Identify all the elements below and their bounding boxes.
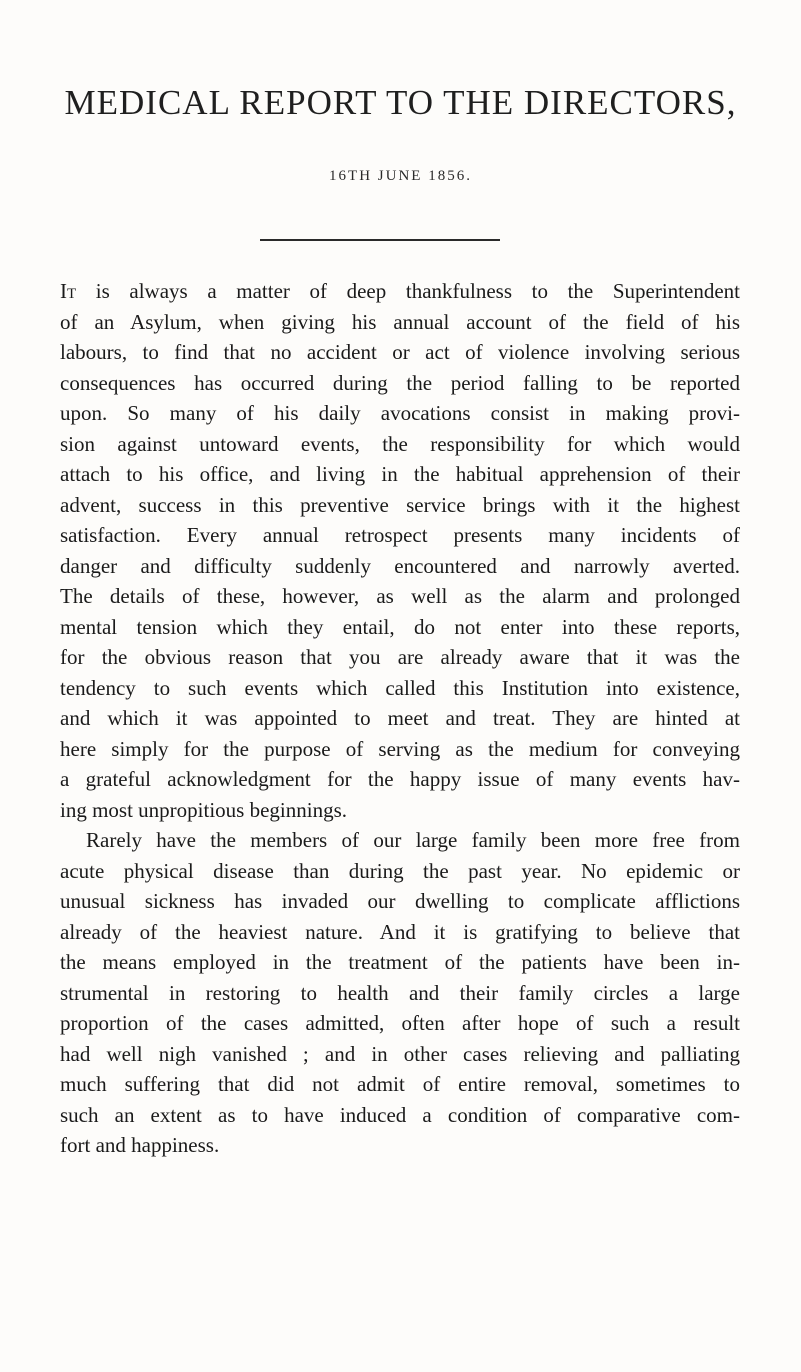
paragraph-2-line: the means employed in the treatment of the patients have been in- — [60, 950, 740, 974]
opening-word: It — [60, 279, 77, 303]
report-date: 16TH JUNE 1856. — [329, 168, 472, 184]
paragraph-2-line: had well nigh vanished ; and in other cases relieving and palliating — [60, 1041, 740, 1066]
paragraph-1-line: attach to his office, and living in the habitual apprehension of their — [60, 462, 740, 486]
paragraph-1-line: tendency to such events which called this Institution into existence, — [60, 675, 740, 700]
paragraph-1-line: and which it was appointed to meet and treat. They are hinted at — [60, 706, 740, 730]
paragraph-2-line: fort and happiness. — [60, 1133, 220, 1157]
paragraph-1-line: a grateful acknowledgment for the happy issue of many events hav- — [60, 767, 740, 791]
paragraph-2-line: strumental in restoring to health and their family circles a large — [60, 980, 740, 1005]
report-body — [60, 276, 740, 1161]
paragraph-2-line: such an extent as to have induced a condition of comparative com- — [60, 1102, 740, 1127]
paragraph-1-line: upon. So many of his daily avocations consist in making provi- — [60, 401, 740, 425]
paragraph-2-line: acute physical disease than during the past year. No epidemic or — [60, 858, 740, 883]
paragraph-2-line: Rarely have the members of our large family been more free from — [86, 828, 740, 852]
page-title: MEDICAL REPORT TO THE DIRECTORS, — [64, 83, 737, 122]
paragraph-1-line: for the obvious reason that you are already aware that it was the — [60, 645, 740, 669]
title-divider — [260, 239, 500, 241]
paragraph-1-line: consequences has occurred during the period falling to be reported — [60, 370, 740, 395]
paragraph-1-line: mental tension which they entail, do not enter into these reports, — [60, 614, 740, 639]
paragraph-1-line: labours, to find that no accident or act of violence involving serious — [60, 340, 740, 364]
paragraph-1-line: ing most unpropitious beginnings. — [60, 797, 348, 822]
paragraph-2-line: already of the heaviest nature. And it is gratifying to believe that — [60, 919, 740, 944]
paragraph-1-line-1: It is always a matter of deep thankfulness to the Superintendent — [60, 279, 740, 303]
paragraph-2-line: proportion of the cases admitted, often after hope of such a result — [60, 1011, 740, 1035]
paragraph-1-line: advent, success in this preventive service brings with it the highest — [60, 492, 740, 517]
paragraph-2-line: unusual sickness has invaded our dwelling to complicate afflictions — [60, 889, 740, 913]
paragraph-1-line: satisfaction. Every annual retrospect presents many incidents of — [60, 523, 740, 547]
paragraph-1-line: danger and difficulty suddenly encountered and narrowly averted. — [60, 553, 740, 578]
paragraph-1-line: The details of these, however, as well as the alarm and prolonged — [60, 584, 740, 608]
paragraph-1-line: of an Asylum, when giving his annual account of the field of his — [60, 309, 740, 334]
paragraph-2-line: much suffering that did not admit of entire removal, sometimes to — [60, 1072, 740, 1096]
paragraph-1-line: here simply for the purpose of serving as the medium for conveying — [60, 736, 740, 761]
paragraph-1-line: sion against untoward events, the responsibility for which would — [60, 431, 740, 456]
